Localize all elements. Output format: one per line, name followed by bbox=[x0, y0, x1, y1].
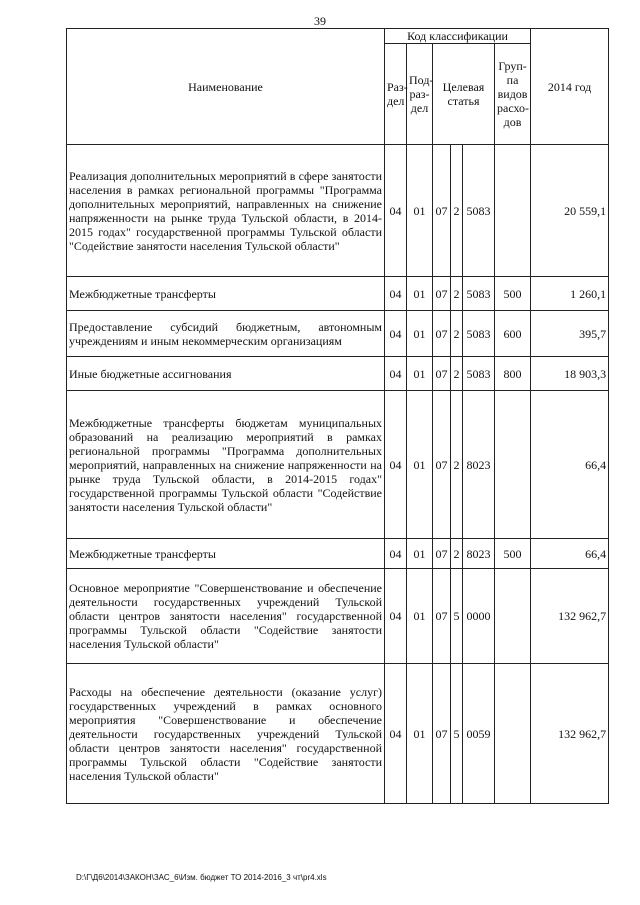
row-cs2: 2 bbox=[451, 277, 463, 311]
row-cs3: 5083 bbox=[463, 277, 495, 311]
row-podrazdel: 01 bbox=[407, 391, 433, 539]
row-cs1: 07 bbox=[433, 539, 451, 569]
row-cs2: 2 bbox=[451, 145, 463, 277]
header-razdel: Раз-дел bbox=[385, 44, 407, 145]
row-cs3: 5083 bbox=[463, 145, 495, 277]
file-path-footer: D:\Г\Д6\2014\ЗАКОН\ЗАС_6\Изм. бюджет ТО 2014-2016_3 чт\pr4.xls bbox=[76, 873, 327, 882]
table-row bbox=[67, 311, 609, 357]
header-name: Наименование bbox=[67, 29, 385, 145]
row-amount: 1 260,1 bbox=[531, 277, 609, 311]
row-amount: 18 903,3 bbox=[531, 357, 609, 391]
row-amount: 20 559,1 bbox=[531, 145, 609, 277]
row-cs2: 2 bbox=[451, 357, 463, 391]
header-vid: Груп-па видов расхо-дов bbox=[495, 44, 531, 145]
table-row bbox=[67, 664, 609, 804]
row-name: Иные бюджетные ассигнования bbox=[67, 357, 385, 391]
table-row bbox=[67, 391, 609, 539]
page-number: 39 bbox=[314, 14, 326, 28]
row-cs1: 07 bbox=[433, 145, 451, 277]
table-row bbox=[67, 277, 609, 311]
row-podrazdel: 01 bbox=[407, 357, 433, 391]
row-vid: 500 bbox=[495, 277, 531, 311]
row-vid: 800 bbox=[495, 357, 531, 391]
row-name: Основное мероприятие "Совершенствование и обеспечение деятельности государственных учреждений Тульской области центров занятости населения" государственной программы Тульской области "Содействие занятости населения Тульской области" bbox=[67, 569, 385, 664]
row-cs2: 2 bbox=[451, 391, 463, 539]
row-cs2: 5 bbox=[451, 569, 463, 664]
row-vid bbox=[495, 664, 531, 804]
row-name: Расходы на обеспечение деятельности (оказание услуг) государственных учреждений в рамках основного мероприятия "Совершенствование и обеспечение деятельности государственных учреждений Тульской области центров занятости населения" государственной программы Тульской области "Содействие занятости населения Тульской области" bbox=[67, 664, 385, 804]
row-razdel: 04 bbox=[385, 664, 407, 804]
row-podrazdel: 01 bbox=[407, 277, 433, 311]
row-razdel: 04 bbox=[385, 311, 407, 357]
row-name: Межбюджетные трансферты bbox=[67, 539, 385, 569]
row-razdel: 04 bbox=[385, 391, 407, 539]
row-amount: 395,7 bbox=[531, 311, 609, 357]
row-amount: 66,4 bbox=[531, 539, 609, 569]
budget-table bbox=[66, 28, 609, 804]
row-cs3: 0000 bbox=[463, 569, 495, 664]
row-razdel: 04 bbox=[385, 569, 407, 664]
row-amount: 132 962,7 bbox=[531, 664, 609, 804]
table-row bbox=[67, 145, 609, 277]
row-name: Межбюджетные трансферты bbox=[67, 277, 385, 311]
header-year: 2014 год bbox=[531, 29, 609, 145]
row-podrazdel: 01 bbox=[407, 664, 433, 804]
row-name: Реализация дополнительных мероприятий в сфере занятости населения в рамках региональной программы "Программа дополнительных мероприятий, направленных на снижение напряженности на рынке труда Тульской области, в 2014-2015 годах" государственной программы Тульской области "Содействие занятости населения Тульской области" bbox=[67, 145, 385, 277]
row-podrazdel: 01 bbox=[407, 539, 433, 569]
row-cs3: 8023 bbox=[463, 391, 495, 539]
table-row bbox=[67, 569, 609, 664]
table-row bbox=[67, 357, 609, 391]
row-razdel: 04 bbox=[385, 277, 407, 311]
header-row-top bbox=[67, 29, 609, 44]
header-celevaya: Целевая статья bbox=[433, 44, 495, 145]
row-podrazdel: 01 bbox=[407, 145, 433, 277]
header-code-group: Код классификации bbox=[385, 29, 531, 44]
row-cs2: 5 bbox=[451, 664, 463, 804]
row-cs3: 5083 bbox=[463, 311, 495, 357]
row-razdel: 04 bbox=[385, 357, 407, 391]
row-cs2: 2 bbox=[451, 311, 463, 357]
row-cs1: 07 bbox=[433, 664, 451, 804]
row-vid bbox=[495, 391, 531, 539]
row-vid: 600 bbox=[495, 311, 531, 357]
row-vid bbox=[495, 145, 531, 277]
row-podrazdel: 01 bbox=[407, 311, 433, 357]
row-vid: 500 bbox=[495, 539, 531, 569]
row-podrazdel: 01 bbox=[407, 569, 433, 664]
row-name: Предоставление субсидий бюджетным, автономным учреждениям и иным некоммерческим организациям bbox=[67, 311, 385, 357]
row-cs1: 07 bbox=[433, 391, 451, 539]
row-amount: 132 962,7 bbox=[531, 569, 609, 664]
row-cs3: 8023 bbox=[463, 539, 495, 569]
row-vid bbox=[495, 569, 531, 664]
row-razdel: 04 bbox=[385, 539, 407, 569]
row-cs2: 2 bbox=[451, 539, 463, 569]
row-cs1: 07 bbox=[433, 357, 451, 391]
row-razdel: 04 bbox=[385, 145, 407, 277]
row-name: Межбюджетные трансферты бюджетам муниципальных образований на реализацию мероприятий в рамках региональной программы "Программа дополнительных мероприятий, направленных на снижение напряженности на рынке труда Тульской области, в 2014-2015 годах" государственной программы Тульской области "Содействие занятости населения Тульской области" bbox=[67, 391, 385, 539]
row-cs3: 5083 bbox=[463, 357, 495, 391]
header-podrazdel: Под-раз-дел bbox=[407, 44, 433, 145]
table-row bbox=[67, 539, 609, 569]
row-cs1: 07 bbox=[433, 569, 451, 664]
row-cs1: 07 bbox=[433, 311, 451, 357]
row-cs3: 0059 bbox=[463, 664, 495, 804]
row-amount: 66,4 bbox=[531, 391, 609, 539]
row-cs1: 07 bbox=[433, 277, 451, 311]
